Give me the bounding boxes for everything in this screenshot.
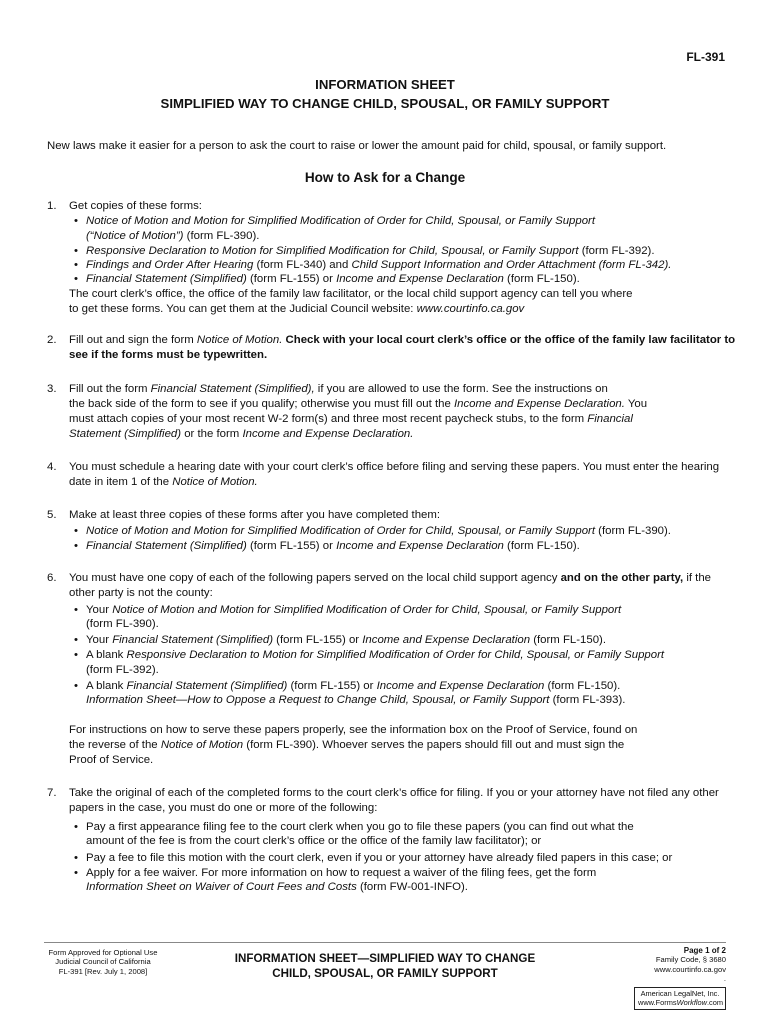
item-text: Proof of Service.	[69, 754, 154, 766]
list-item: Your Notice of Motion and Motion for Simplified Modification of Order for Child, Spousal, or Family Support	[86, 604, 622, 616]
footer-divider	[44, 942, 726, 943]
bullet: •	[74, 259, 78, 271]
vendor-box: American LegalNet, Inc. www.FormsWorkflow.com	[634, 987, 726, 1010]
item-text: You must schedule a hearing date with your court clerk’s office before filing and serving these papers. You must enter the hearing date in item 1 of the Notice of Motion.	[69, 461, 720, 489]
item-text: Make at least three copies of these forms after you have completed them:	[69, 509, 441, 521]
item-text: The court clerk’s office, the office of the family law facilitator, or the local child support agency can tell you where	[69, 288, 633, 300]
list-item: Pay a fee to file this motion with the court clerk, even if you or your attorney have already filed papers in this case; or	[86, 852, 673, 864]
item-text: must attach copies of your most recent W-2 form(s) and three most recent paycheck stubs, to the form Financial	[69, 413, 633, 425]
item-text: to get these forms. You can get them at the Judicial Council website: www.courtinfo.ca.gov	[69, 303, 525, 315]
bullet: •	[74, 540, 78, 552]
item-text: Take the original of each of the completed forms to the court clerk’s office for filing. If you or your attorney have not filed any other papers in the case, you must do one or more of the following:	[69, 787, 719, 815]
bullet: •	[74, 245, 78, 257]
list-item: Findings and Order After Hearing (form FL-340) and Child Support Information and Order Attachment (form FL-342).	[86, 259, 672, 271]
item-number: 3.	[47, 383, 57, 395]
item-text: the reverse of the Notice of Motion (form FL-390). Whoever serves the papers should fill out and must sign the	[69, 739, 625, 751]
item-text: For instructions on how to serve these papers properly, see the information box on the Proof of Service, found on	[69, 724, 638, 736]
item-text: the back side of the form to see if you qualify; otherwise you must fill out the Income and Expense Declaration. You	[69, 398, 648, 410]
bullet: •	[74, 649, 78, 661]
section-heading: How to Ask for a Change	[304, 170, 466, 185]
item-number: 7.	[47, 787, 57, 799]
bullet: •	[74, 821, 78, 833]
bullet: •	[74, 867, 78, 879]
footer-references: Page 1 of 2 Family Code, § 3680 www.courtinfo.ca.gov .	[600, 946, 726, 984]
list-item: Notice of Motion and Motion for Simplified Modification of Order for Child, Spousal, or Family Support	[86, 215, 596, 227]
list-item-continuation: Information Sheet on Waiver of Court Fees and Costs (form FW-001-INFO).	[86, 881, 468, 893]
footer-website-link[interactable]: www.courtinfo.ca.gov	[654, 964, 726, 974]
item-number: 5.	[47, 509, 57, 521]
website-link[interactable]: www.courtinfo.ca.gov	[416, 303, 525, 315]
bullet: •	[74, 273, 78, 285]
page-number: Page 1 of 2	[683, 946, 726, 955]
list-item: A blank Financial Statement (Simplified) (form FL-155) or Income and Expense Declaration (form FL-150).	[86, 680, 621, 692]
list-item: Responsive Declaration to Motion for Simplified Modification for Child, Spousal, or Family Support (form FL-392).	[86, 245, 655, 257]
list-item: Financial Statement (Simplified) (form FL-155) or Income and Expense Declaration (form FL-150).	[86, 273, 580, 285]
list-item: A blank Responsive Declaration to Motion for Simplified Modification of Order for Child, Spousal, or Family Support	[86, 649, 665, 661]
item-text: Statement (Simplified) or the form Income and Expense Declaration.	[69, 428, 414, 440]
item-number: 6.	[47, 572, 57, 584]
bullet: •	[74, 215, 78, 227]
item-text: Fill out and sign the form Notice of Motion. Check with your local court clerk’s office or the office of the family law facilitator to see if the forms must be typewritten.	[69, 334, 736, 362]
list-item-continuation: (“Notice of Motion”) (form FL-390).	[86, 230, 260, 242]
bullet: •	[74, 525, 78, 537]
list-item-continuation: (form FL-392).	[86, 664, 159, 676]
list-item-continuation: amount of the fee is from the court clerk’s office or the office of the family law facilitator); or	[86, 835, 542, 847]
list-item: Notice of Motion and Motion for Simplified Modification of Order for Child, Spousal, or Family Support (form FL-390).	[86, 525, 671, 537]
page-subtitle: SIMPLIFIED WAY TO CHANGE CHILD, SPOUSAL, OR FAMILY SUPPORT	[160, 96, 610, 111]
list-item-continuation: (form FL-390).	[86, 618, 159, 630]
page-title: INFORMATION SHEET	[315, 77, 455, 92]
list-item: Apply for a fee waiver. For more information on how to request a waiver of the filing fees, get the form	[86, 867, 597, 879]
footer-title: INFORMATION SHEET—SIMPLIFIED WAY TO CHANGE CHILD, SPOUSAL, OR FAMILY SUPPORT	[234, 952, 536, 980]
footer-approval: Form Approved for Optional Use Judicial Council of California FL-391 [Rev. July 1, 2008]	[48, 948, 158, 976]
item-number: 2.	[47, 334, 57, 346]
bullet: •	[74, 634, 78, 646]
intro-paragraph: New laws make it easier for a person to ask the court to raise or lower the amount paid for child, spousal, or family support.	[47, 140, 667, 152]
list-item: Your Financial Statement (Simplified) (form FL-155) or Income and Expense Declaration (form FL-150).	[86, 634, 606, 646]
item-number: 4.	[47, 461, 57, 473]
list-item: Financial Statement (Simplified) (form FL-155) or Income and Expense Declaration (form FL-150).	[86, 540, 580, 552]
item-text: Get copies of these forms:	[69, 200, 202, 212]
bullet: •	[74, 604, 78, 616]
form-number: FL-391	[686, 50, 725, 64]
item-text: Fill out the form Financial Statement (Simplified), if you are allowed to use the form. See the instructions on	[69, 383, 608, 395]
item-number: 1.	[47, 200, 57, 212]
list-item: Pay a first appearance filing fee to the court clerk when you go to file these papers (you can find out what the	[86, 821, 634, 833]
list-item-continuation: Information Sheet—How to Oppose a Request to Change Child, Spousal, or Family Support (form FL-393).	[86, 694, 626, 706]
bullet: •	[74, 852, 78, 864]
bullet: •	[74, 680, 78, 692]
item-text: You must have one copy of each of the following papers served on the local child support agency and on the other party, if the other party is not the county:	[69, 572, 712, 600]
